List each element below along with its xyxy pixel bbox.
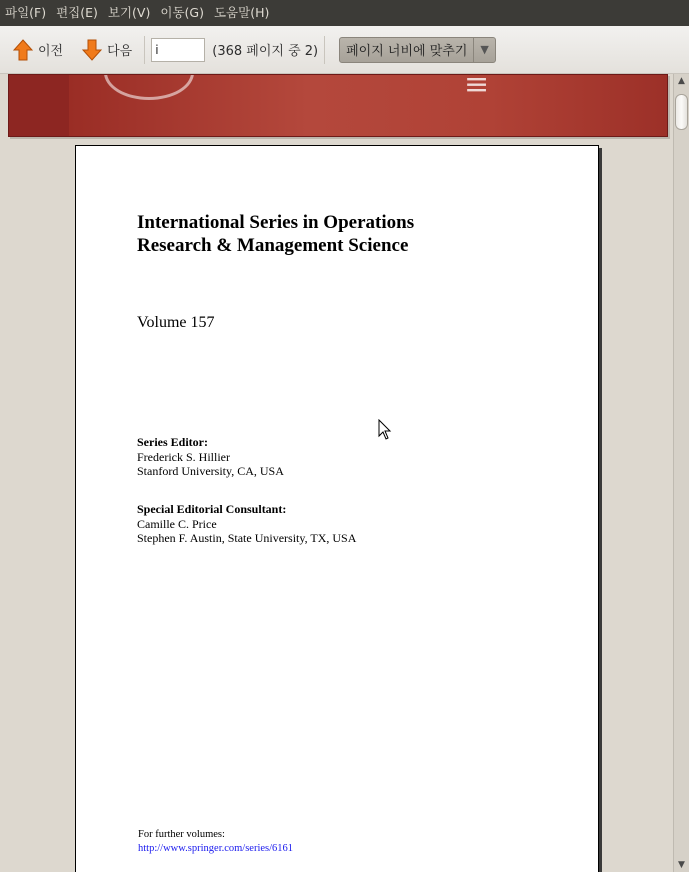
arrow-down-icon xyxy=(81,38,103,62)
menu-bar xyxy=(0,0,689,26)
series-editor-heading: Series Editor: xyxy=(137,435,208,449)
prev-page-button[interactable] xyxy=(6,33,69,67)
chevron-down-icon[interactable]: ▼ xyxy=(473,38,495,62)
scrollbar-thumb[interactable] xyxy=(675,94,688,130)
mouse-pointer-icon xyxy=(378,419,392,441)
toolbar xyxy=(0,26,689,74)
menu-help[interactable]: 도움말(H) xyxy=(213,5,270,20)
consultant-heading: Special Editorial Consultant: xyxy=(137,502,287,516)
page-number-input[interactable] xyxy=(151,38,205,62)
series-editor-block xyxy=(137,435,284,479)
series-title-line2: Research & Management Science xyxy=(137,235,409,256)
consultant-block xyxy=(137,502,356,546)
further-volumes-label: For further volumes: xyxy=(138,829,225,840)
vertical-scrollbar[interactable] xyxy=(673,74,689,872)
zoom-select-value: 페이지 너비에 맞추기 xyxy=(346,44,468,59)
series-editor-affiliation: Stanford University, CA, USA xyxy=(137,464,284,478)
current-page xyxy=(75,145,599,872)
prev-label: 이전 xyxy=(38,44,64,59)
further-volumes xyxy=(138,828,293,856)
series-title-line1: International Series in Operations xyxy=(137,212,415,233)
volume-label: Volume 157 xyxy=(137,314,215,331)
menu-view[interactable]: 보기(V) xyxy=(107,5,151,20)
toolbar-separator xyxy=(324,36,325,64)
next-page-button[interactable] xyxy=(75,33,138,67)
arrow-up-icon xyxy=(12,38,34,62)
document-view[interactable] xyxy=(0,74,673,872)
springer-logo-icon: ≡ xyxy=(464,74,490,102)
scroll-down-icon[interactable]: ▼ xyxy=(678,860,685,870)
scroll-up-icon[interactable]: ▲ xyxy=(678,76,685,86)
menu-edit[interactable]: 편집(E) xyxy=(56,5,98,20)
toolbar-separator xyxy=(144,36,145,64)
page-count-label: (368 페이지 중 2) xyxy=(212,44,319,59)
menu-go[interactable]: 이동(G) xyxy=(160,5,204,20)
consultant-affiliation: Stephen F. Austin, State University, TX, USA xyxy=(137,531,357,545)
series-title xyxy=(137,211,414,257)
series-editor-name: Frederick S. Hillier xyxy=(137,449,230,464)
series-link[interactable]: http://www.springer.com/series/6161 xyxy=(138,843,294,854)
menu-file[interactable]: 파일(F) xyxy=(5,5,47,20)
previous-page-cover xyxy=(8,74,668,137)
next-label: 다음 xyxy=(107,44,133,59)
consultant-name: Camille C. Price xyxy=(137,516,217,531)
zoom-select[interactable] xyxy=(339,37,496,63)
